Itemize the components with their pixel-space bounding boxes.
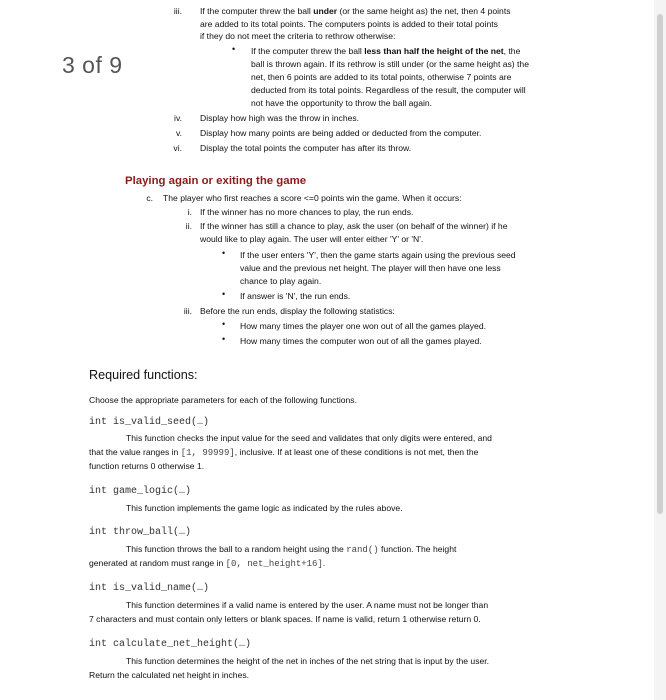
list-numeral: v. <box>175 128 182 138</box>
function-signature: int calculate_net_height(…) <box>89 639 252 650</box>
paragraph-line: If answer is 'N', the run ends. <box>240 291 351 301</box>
paragraph-line: Display the total points the computer has after its throw. <box>200 143 412 153</box>
paragraph-line: The player who first reaches a score <=0 points win the game. When it occurs: <box>163 193 462 203</box>
paragraph-line: if they do not meet the criteria to rethrow otherwise: <box>200 31 396 41</box>
paragraph-line: that the value ranges in [1, 99999], inclusive. If at least one of these conditions is not met, then the <box>89 447 479 458</box>
emphasis-less-than-half: less than half the height of the net <box>364 46 504 56</box>
bullet-icon: • <box>232 44 236 54</box>
paragraph-line: value and the previous net height. The player will then have one less <box>240 263 501 273</box>
paragraph-line: ball is thrown again. If its rethrow is still under (or the same height as) the <box>251 59 529 69</box>
bullet-icon: • <box>222 319 226 329</box>
paragraph-line: Return the calculated net height in inches. <box>89 670 250 680</box>
paragraph-line: 7 characters and must contain only letters or blank spaces. If name is valid, return 1 otherwise return 0. <box>89 614 481 624</box>
bullet-icon: • <box>222 334 226 344</box>
paragraph-line: How many times the computer won out of all the games played. <box>240 336 482 346</box>
paragraph-line: If the computer threw the ball less than half the height of the net, the <box>251 46 521 56</box>
inline-code: [1, 99999] <box>180 448 235 458</box>
paragraph-line: If the winner has still a chance to play, ask the user (on behalf of the winner) if he <box>200 221 508 231</box>
bullet-icon: • <box>222 289 226 299</box>
paragraph-line: Display how high was the throw in inches. <box>200 113 360 123</box>
paragraph-line: This function determines if a valid name is entered by the user. A name must not be longer than <box>126 600 489 610</box>
list-numeral: ii. <box>185 221 192 231</box>
function-signature: int game_logic(…) <box>89 486 192 497</box>
inline-code: rand() <box>346 545 379 555</box>
paragraph-line: This function throws the ball to a random height using the rand() function. The height <box>126 544 457 555</box>
paragraph-line: function returns 0 otherwise 1. <box>89 461 205 471</box>
bullet-icon: • <box>222 248 226 258</box>
paragraph-line: This function determines the height of the net in inches of the net string that is input by the user. <box>126 656 490 666</box>
paragraph-line: are added to its total points. The computers points is added to their total points <box>200 19 498 29</box>
paragraph-line: Display how many points are being added or deducted from the computer. <box>200 128 482 138</box>
paragraph-line: not have the opportunity to throw the ball again. <box>251 98 433 108</box>
list-numeral: iii. <box>173 6 182 16</box>
function-signature: int is_valid_seed(…) <box>89 417 210 428</box>
paragraph-line: Choose the appropriate parameters for each of the following functions. <box>89 395 357 405</box>
paragraph-line: This function checks the input value for the seed and validates that only digits were entered, and <box>126 433 492 443</box>
inline-code: [0, net_height+16] <box>225 559 323 569</box>
list-letter: c. <box>146 193 153 203</box>
emphasis-under: under <box>313 6 338 16</box>
paragraph-line: deducted from its total points. Regardless of the result, the computer will <box>251 85 526 95</box>
page-counter: 3 of 9 <box>62 52 123 78</box>
paragraph-line: If the user enters 'Y', then the game starts again using the previous seed <box>240 250 516 260</box>
paragraph-line: This function implements the game logic as indicated by the rules above. <box>126 503 403 513</box>
paragraph-line: generated at random must range in [0, net_height+16]. <box>89 558 326 569</box>
function-signature: int is_valid_name(…) <box>89 583 210 594</box>
list-numeral: iii. <box>183 306 192 316</box>
paragraph-line: If the computer threw the ball under (or the same height as) the net, then 4 points <box>200 6 511 16</box>
paragraph-line: If the winner has no more chances to play, the run ends. <box>200 207 414 217</box>
list-numeral: vi. <box>173 143 182 153</box>
paragraph-line: chance to play again. <box>240 276 322 286</box>
list-numeral: i. <box>187 207 192 217</box>
function-signature: int throw_ball(…) <box>89 527 192 538</box>
scrollbar-thumb[interactable] <box>657 14 663 514</box>
required-functions-title: Required functions: <box>89 368 198 382</box>
paragraph-line: Before the run ends, display the following statistics: <box>200 306 395 316</box>
section-heading: Playing again or exiting the game <box>125 175 307 187</box>
paragraph-line: net, then 6 points are added to its total points, otherwise 7 points are <box>251 72 512 82</box>
list-numeral: iv. <box>174 113 182 123</box>
paragraph-line: would like to play again. The user will enter either 'Y' or 'N'. <box>200 234 424 244</box>
paragraph-line: How many times the player one won out of all the games played. <box>240 321 487 331</box>
